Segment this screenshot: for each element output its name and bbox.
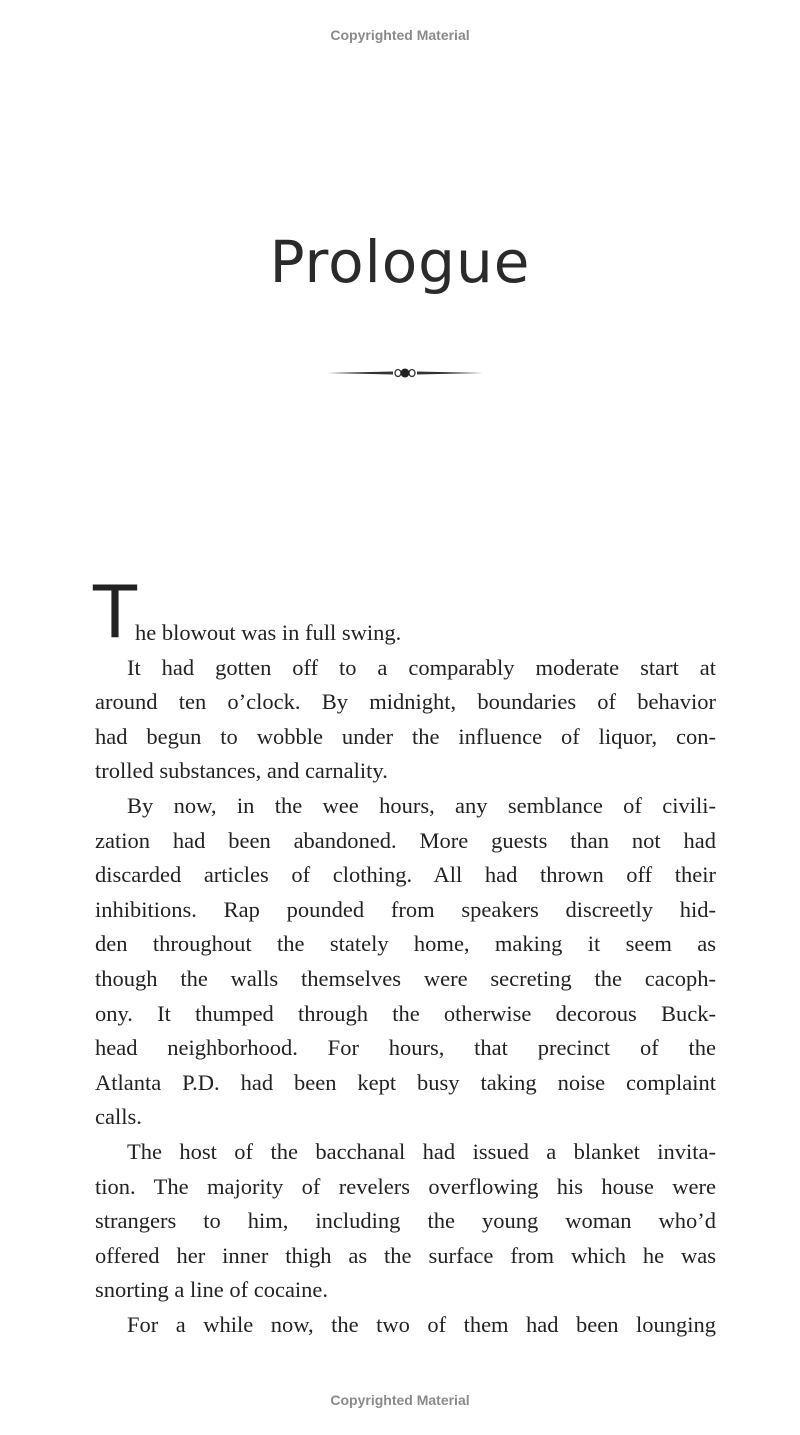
paragraph	[95, 616, 716, 651]
text-line: snorting a line of cocaine.	[95, 1277, 329, 1303]
text-line: discarded articles of clothing. All had thrown off their	[95, 862, 716, 888]
text-line: head neighborhood. For hours, that precinct of the	[95, 1035, 716, 1061]
paragraph	[95, 1308, 716, 1343]
text-line: den throughout the stately home, making it seem as	[95, 931, 716, 957]
text-line: around ten o’clock. By midnight, boundaries of behavior	[95, 689, 716, 715]
text-line: For a while now, the two of them had been lounging	[127, 1311, 716, 1337]
text-line: It had gotten off to a comparably moderate start at	[127, 654, 716, 680]
paragraph	[95, 1135, 716, 1308]
chapter-title: Prologue	[269, 228, 531, 296]
paragraph	[95, 651, 716, 789]
text-line: Atlanta P.D. had been kept busy taking noise complaint	[95, 1069, 716, 1095]
text-line: he blowout was in full swing.	[135, 620, 402, 645]
text-line: offered her inner thigh as the surface from which he was	[95, 1242, 716, 1268]
ornament-divider-icon	[325, 363, 485, 383]
text-line: By now, in the wee hours, any semblance of civili-	[127, 792, 716, 818]
text-line: tion. The majority of revelers overflowing his house were	[95, 1173, 716, 1199]
text-line: ony. It thumped through the otherwise decorous Buck-	[95, 1000, 716, 1026]
copyright-watermark-bottom: Copyrighted Material	[330, 1392, 470, 1408]
drop-cap: T	[93, 570, 137, 654]
text-line: though the walls themselves were secreting the cacoph-	[95, 965, 716, 991]
text-line: zation had been abandoned. More guests than not had	[95, 827, 716, 853]
text-line: trolled substances, and carnality.	[95, 758, 388, 784]
text-line: inhibitions. Rap pounded from speakers discreetly hid-	[95, 896, 716, 922]
body-text	[95, 616, 716, 1342]
text-line: The host of the bacchanal had issued a blanket invita-	[127, 1138, 716, 1164]
text-line: had begun to wobble under the influence of liquor, con-	[95, 723, 716, 749]
copyright-watermark-top: Copyrighted Material	[330, 27, 470, 43]
paragraph	[95, 789, 716, 1135]
text-line: strangers to him, including the young woman who’d	[95, 1208, 716, 1234]
text-line: calls.	[95, 1104, 142, 1130]
